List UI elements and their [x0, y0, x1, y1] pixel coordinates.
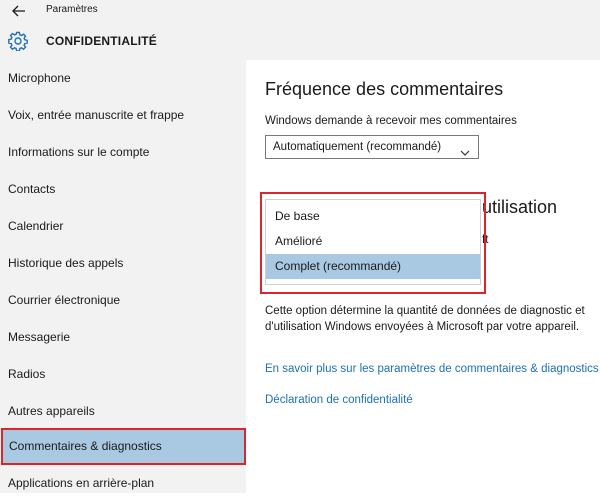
app-title: Paramètres: [46, 4, 98, 15]
sidebar-item-voice-input[interactable]: Voix, entrée manuscrite et frappe: [8, 108, 185, 122]
diagnostics-title-partial: utilisation: [482, 197, 558, 217]
dropdown-value: Automatiquement (recommandé): [273, 141, 442, 153]
sidebar-item-other-devices[interactable]: Autres appareils: [8, 404, 95, 418]
learn-more-link[interactable]: En savoir plus sur les paramètres de commentaires & diagnostics: [265, 363, 599, 375]
sidebar-item-email[interactable]: Courrier électronique: [8, 293, 121, 307]
privacy-statement-link[interactable]: Déclaration de confidentialité: [265, 394, 413, 406]
diagnostics-description: Cette option détermine la quantité de données de diagnostic et d'utilisation Windows envoyées à Microsoft par votre appareil.: [265, 305, 585, 333]
sidebar-item-call-history[interactable]: Historique des appels: [8, 256, 124, 270]
sidebar: [0, 60, 246, 493]
sidebar-item-messaging[interactable]: Messagerie: [8, 330, 71, 344]
gear-icon: [8, 31, 28, 51]
sidebar-item-account-info[interactable]: Informations sur le compte: [8, 145, 150, 159]
option-basic[interactable]: De base: [275, 209, 320, 223]
sidebar-item-radios[interactable]: Radios: [8, 367, 46, 381]
feedback-frequency-dropdown[interactable]: [265, 135, 479, 159]
sidebar-item-feedback-diagnostics[interactable]: Commentaires & diagnostics: [1, 428, 246, 465]
feedback-frequency-title: Fréquence des commentaires: [265, 79, 504, 99]
diagnostics-level-dropdown-list[interactable]: [265, 199, 481, 285]
option-full[interactable]: Complet (recommandé): [266, 254, 480, 279]
sidebar-item-calendar[interactable]: Calendrier: [8, 219, 64, 233]
page-title: CONFIDENTIALITÉ: [46, 34, 157, 48]
diagnostics-text-partial: ft: [482, 234, 489, 246]
sidebar-item-background-apps[interactable]: Applications en arrière-plan: [8, 476, 155, 490]
sidebar-item-contacts[interactable]: Contacts: [8, 182, 56, 196]
feedback-frequency-description: Windows demande à recevoir mes commentaires: [265, 115, 517, 127]
back-arrow-icon[interactable]: [10, 2, 28, 20]
sidebar-item-microphone[interactable]: Microphone: [8, 71, 71, 85]
title-bar: [0, 0, 600, 22]
page-header: [0, 22, 600, 60]
option-enhanced[interactable]: Amélioré: [275, 234, 323, 248]
chevron-down-icon: [460, 143, 470, 151]
